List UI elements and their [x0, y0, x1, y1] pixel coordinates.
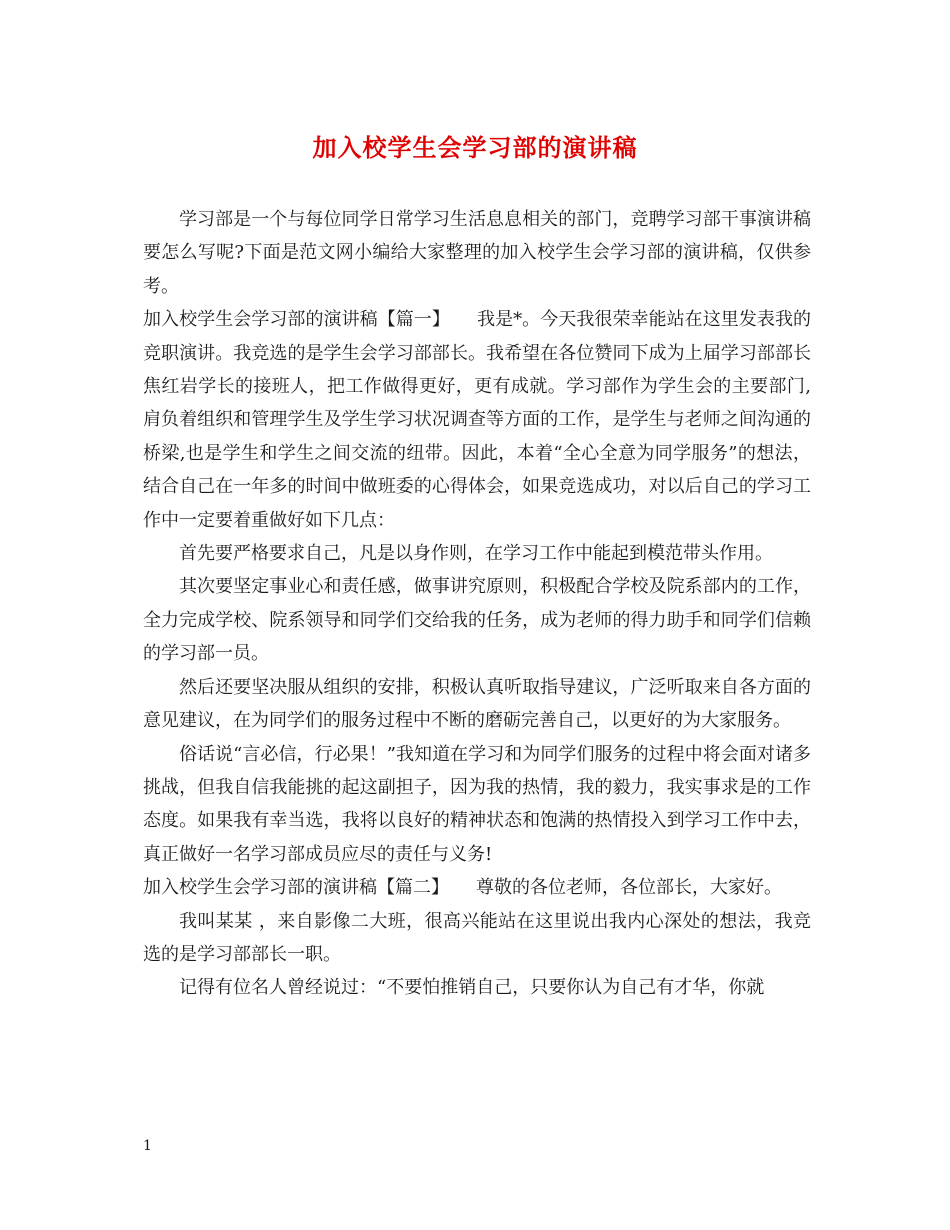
paragraph-section-two: 加入校学生会学习部的演讲稿【篇二】 尊敬的各位老师，各位部长，大家好。: [143, 877, 782, 899]
paragraph-self-intro: 我叫某某 ，来自影像二大班，很高兴能站在这里说出我内心深处的想法，我竞选的是学习部部长一职。: [143, 910, 811, 965]
document-title: 加入校学生会学习部的演讲稿: [312, 133, 638, 162]
paragraph-proverb: 俗话说“言必信，行必果！”我知道在学习和为同学们服务的过程中将会面对诸多挑战，但我自信我能挑的起这副担子，因为我的热情，我的毅力，我实事求是的工作态度。如果我有幸当选，我将以良好的精神状态和饱满的热情投入到学习工作中去，真正做好一名学习部成员应尽的责任与义务!: [143, 743, 811, 865]
paragraph-section-one: 加入校学生会学习部的演讲稿【篇一】 我是*。今天我很荣幸能站在这里发表我的竞职演讲。我竞选的是学生会学习部部长。我希望在各位赞同下成为上届学习部部长焦红岩学长的接班人，把工作做得更好，更有成就。学习部作为学生会的主要部门,肩负着组织和管理学生及学生学习状况调查等方面的工作，是学生与老师之间沟通的桥梁,也是学生和学生之间交流的纽带。因此，本着“全心全意为同学服务”的想法，结合自己在一年多的时间中做班委的心得体会，如果竞选成功，对以后自己的学习工作中一定要着重做好如下几点：: [143, 309, 811, 531]
paragraph-third-point: 然后还要坚决服从组织的安排，积极认真听取指导建议，广泛听取来自各方面的意见建议，在为同学们的服务过程中不断的磨砺完善自己，以更好的为大家服务。: [143, 676, 811, 732]
document-body: [143, 203, 811, 1005]
paragraph-first-point: 首先要严格要求自己，凡是以身作则，在学习工作中能起到模范带头作用。: [179, 543, 773, 565]
paragraph-second-point: 其次要坚定事业心和责任感，做事讲究原则，积极配合学校及院系部内的工作，全力完成学校、院系领导和同学们交给我的任务，成为老师的得力助手和同学们信赖的学习部一员。: [143, 576, 811, 665]
page-number: 1: [143, 1138, 152, 1154]
paragraph-quote: 记得有位名人曾经说过：“不要怕推销自己，只要你认为自己有才华，你就: [179, 977, 765, 999]
paragraph-intro: 学习部是一个与每位同学日常学习生活息息相关的部门，竞聘学习部干事演讲稿要怎么写呢?下面是范文网小编给大家整理的加入校学生会学习部的演讲稿，仅供参考。: [143, 209, 811, 297]
